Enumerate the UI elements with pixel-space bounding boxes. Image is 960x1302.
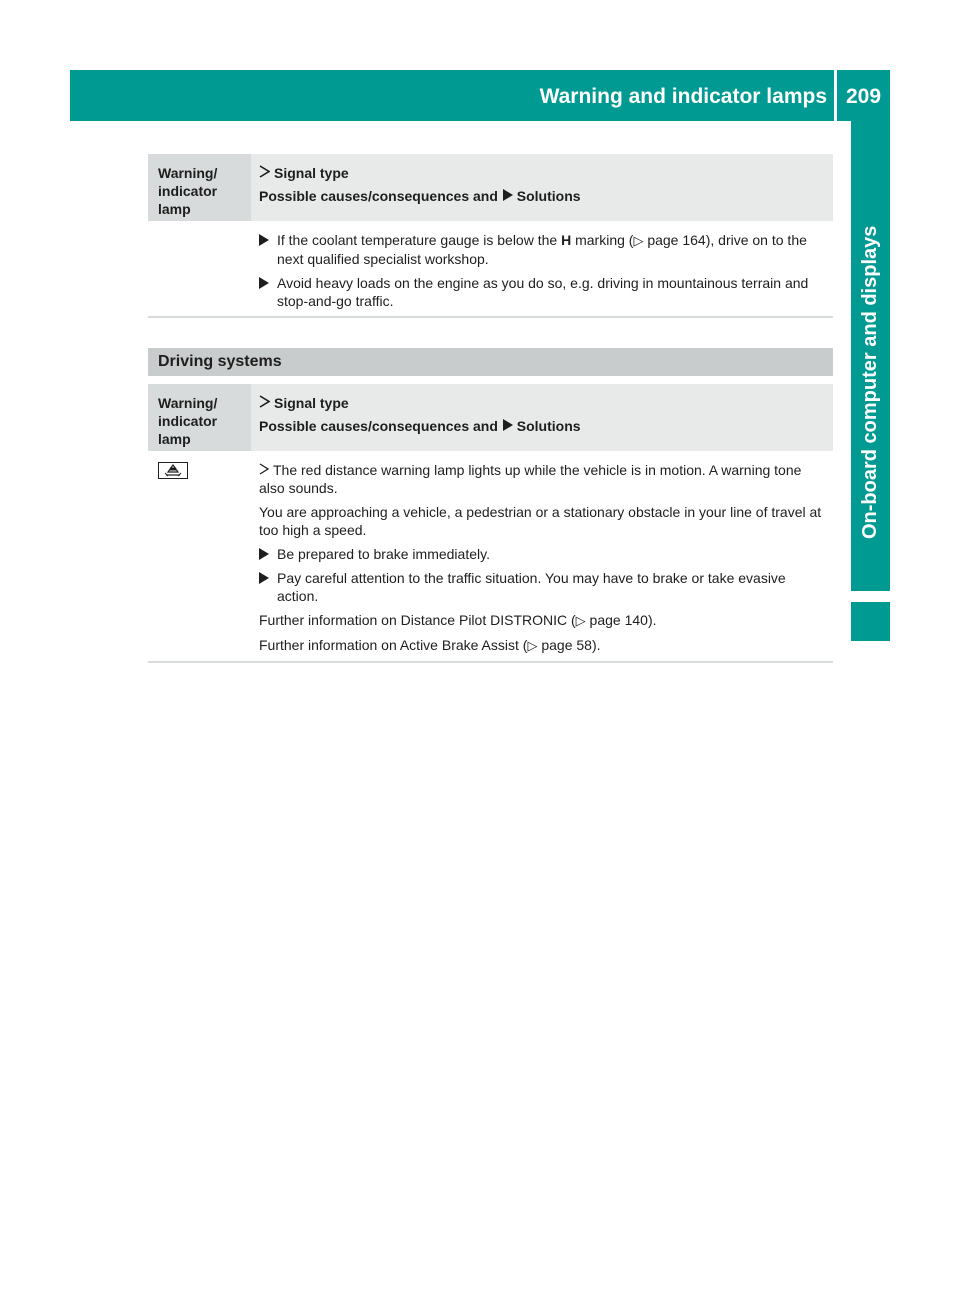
table-header xyxy=(148,384,833,451)
chapter-title: Warning and indicator lamps xyxy=(539,85,827,108)
further-info-brake-assist: Further information on Active Brake Assist (▷ page 58). xyxy=(259,637,601,653)
lamp-column-header: Warning/ indicator lamp xyxy=(148,154,251,221)
solution-arrow-icon xyxy=(259,231,269,250)
page-reference-icon: ▷ xyxy=(575,613,586,628)
list-item: If the coolant temperature gauge is below the H marking (▷ page 164), drive on to the next qualified specialist workshop. xyxy=(259,231,827,268)
solution-arrow-icon xyxy=(259,274,269,293)
table-divider xyxy=(148,661,833,663)
table-row xyxy=(148,221,833,310)
solution-arrow-icon xyxy=(502,417,513,435)
signal-triangle-icon xyxy=(259,461,269,479)
signal-description: The red distance warning lamp lights up while the vehicle is in motion. A warning tone also sounds. xyxy=(259,462,802,496)
page-reference-icon: ▷ xyxy=(633,233,644,248)
signal-column-header: Signal type Possible causes/consequences and Solutions xyxy=(259,395,581,434)
side-tab-marker xyxy=(851,602,890,641)
signal-triangle-icon xyxy=(259,164,270,182)
side-tab-label: On-board computer and displays xyxy=(859,226,881,540)
further-info-distronic: Further information on Distance Pilot DISTRONIC (▷ page 140). xyxy=(259,612,657,628)
signal-triangle-icon xyxy=(259,394,270,412)
solution-arrow-icon xyxy=(259,569,269,588)
page-reference-icon: ▷ xyxy=(527,638,538,653)
section-heading: Driving systems xyxy=(148,348,833,376)
table-row xyxy=(148,451,833,655)
signal-column-header: Signal type Possible causes/consequences and Solutions xyxy=(259,165,581,204)
list-item: Pay careful attention to the traffic situation. You may have to brake or take evasive action. xyxy=(259,569,827,605)
lamp-column-header: Warning/ indicator lamp xyxy=(148,384,251,451)
page-header xyxy=(70,70,890,121)
list-item: Be prepared to brake immediately. xyxy=(259,545,827,563)
coolant-table xyxy=(148,154,833,318)
solution-arrow-icon xyxy=(502,187,513,205)
solution-arrow-icon xyxy=(259,545,269,564)
table-header xyxy=(148,154,833,221)
cause-description: You are approaching a vehicle, a pedestrian or a stationary obstacle in your line of travel at too high a speed. xyxy=(259,504,822,538)
list-item: Avoid heavy loads on the engine as you do so, e.g. driving in mountainous terrain and stop-and-go traffic. xyxy=(259,274,827,310)
driving-systems-table xyxy=(148,384,833,663)
page-number: 209 xyxy=(845,85,882,108)
distance-warning-lamp-icon xyxy=(158,462,188,479)
table-divider xyxy=(148,316,833,318)
